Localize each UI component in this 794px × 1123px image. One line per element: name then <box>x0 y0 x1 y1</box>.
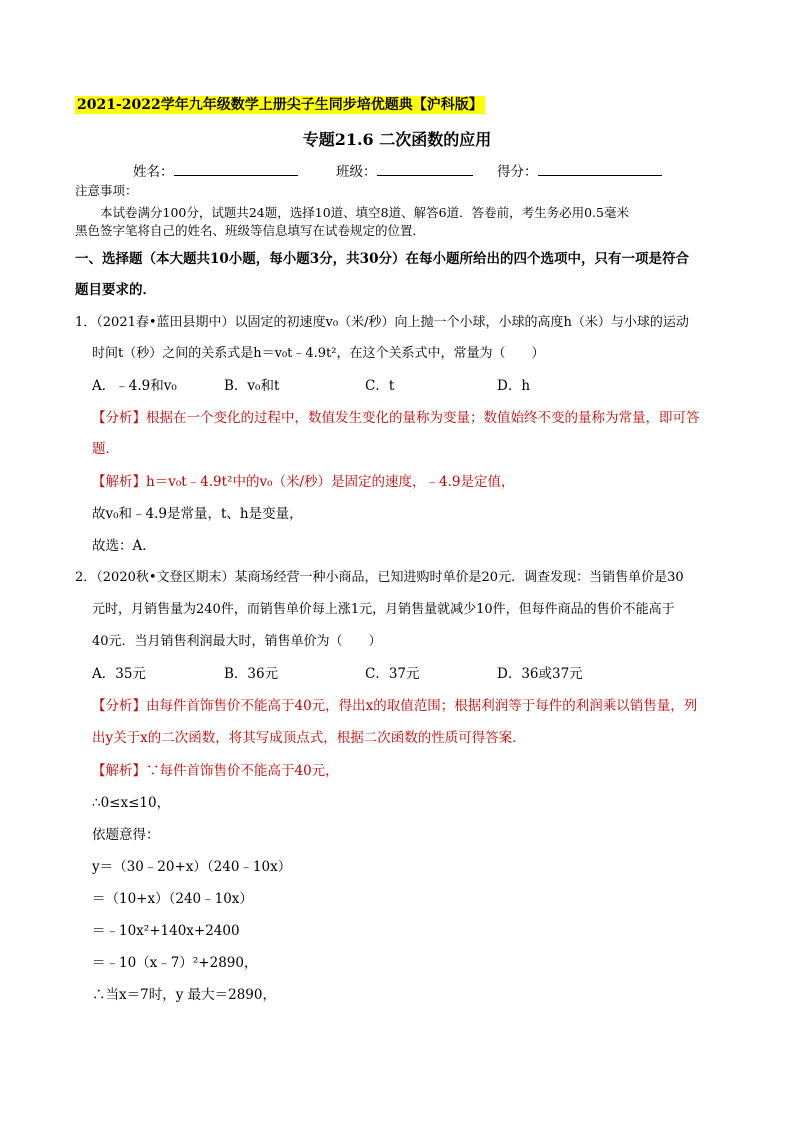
q2-step-6: ＝﹣10（x﹣7）²+2890， <box>92 955 258 971</box>
section-heading-line-2: 题目要求的． <box>75 282 156 298</box>
q1-solution-tag: 【解析】 <box>92 474 146 490</box>
q1-analysis-line-2: 题． <box>92 441 119 457</box>
q1-stem-line-1: 1．（2021春•蓝田县期中）以固定的初速度v₀（米/秒）向上抛一个小球，小球的高度h（米）与小球的运动 <box>75 315 689 330</box>
q1-solution-text: h＝v₀t﹣4.9t²中的v₀（米/秒）是固定的速度，﹣4.9是定值， <box>146 474 515 490</box>
name-label: 姓名： <box>133 164 174 180</box>
q1-solution-line-1 <box>92 473 515 491</box>
q2-stem-line-2: 元时，月销售量为240件，而销售单价每上涨1元，月销售量就减少10件，但每件商品的售价不能高于 <box>92 602 675 617</box>
q1-analysis-tag: 【分析】 <box>92 410 146 426</box>
q2-stem-line-1: 2．（2020秋•文登区期末）某商场经营一种小商品，已知进购时单价是20元．调查发现：当销售单价是30 <box>75 570 684 585</box>
q2-option-d[interactable]: D．36或37元 <box>497 666 583 682</box>
q2-analysis-text: 由每件首饰售价不能高于40元，得出x的取值范围；根据利润等于每件的利润乘以销售量，列 <box>146 698 698 714</box>
q2-analysis-line-2: 出y关于x的二次函数，将其写成顶点式，根据二次函数的性质可得答案． <box>92 730 526 746</box>
class-blank[interactable] <box>377 162 473 176</box>
score-label: 得分： <box>497 164 538 180</box>
series-banner: 2021-2022学年九年级数学上册尖子生同步培优题典【沪科版】 <box>77 97 483 113</box>
q2-option-a[interactable]: A．35元 <box>92 666 146 682</box>
q2-analysis-tag: 【分析】 <box>92 698 146 714</box>
q1-option-a[interactable]: A．﹣4.9和v₀ <box>92 378 177 394</box>
q1-analysis-text: 根据在一个变化的过程中，数值发生变化的量称为变量；数值始终不变的量称为常量，即可答 <box>146 410 700 426</box>
q1-stem-line-2: 时间t（秒）之间的关系式是h＝v₀t﹣4.9t²，在这个关系式中，常量为（ ） <box>92 346 545 361</box>
q1-answer: 故选：A． <box>92 538 156 554</box>
q1-option-c[interactable]: C．t <box>365 378 395 394</box>
q1-analysis-line-1 <box>92 409 700 427</box>
q2-analysis-line-1 <box>92 697 697 715</box>
class-label: 班级： <box>336 164 377 180</box>
score-blank[interactable] <box>538 162 662 176</box>
name-field[interactable] <box>133 162 298 181</box>
q2-step-1: ∴0≤x≤10， <box>92 795 171 811</box>
q1-option-b[interactable]: B．v₀和t <box>224 378 280 394</box>
q1-solution-line-2: 故v₀和﹣4.9是常量，t、h是变量， <box>92 506 303 522</box>
q2-solution-text: ∵每件首饰售价不能高于40元， <box>146 763 339 779</box>
notice-label: 注意事项： <box>75 183 138 198</box>
q2-option-b[interactable]: B．36元 <box>224 666 279 682</box>
notice-line-1: 本试卷满分100分，试题共24题，选择10道、填空8道、解答6道．答卷前，考生务必用0.5毫米 <box>100 205 629 220</box>
q2-option-c[interactable]: C．37元 <box>365 666 420 682</box>
name-blank[interactable] <box>174 162 298 176</box>
q2-step-3: y＝（30﹣20+x）（240﹣10x） <box>92 859 292 875</box>
q2-step-5: ＝﹣10x²+140x+2400 <box>92 923 240 939</box>
q1-option-d[interactable]: D．h <box>497 378 531 394</box>
q2-step-2: 依题意得： <box>92 827 160 843</box>
q2-solution-line-1 <box>92 762 339 780</box>
q2-stem-line-3: 40元．当月销售利润最大时，销售单价为（ ） <box>92 634 382 649</box>
notice-line-2: 黑色签字笔将自己的姓名、班级等信息填写在试卷规定的位置． <box>75 223 426 238</box>
q2-solution-tag: 【解析】 <box>92 763 146 779</box>
section-heading-line-1: 一、选择题（本大题共10小题，每小题3分，共30分）在每小题所给出的四个选项中，只有一项是符合 <box>75 251 689 267</box>
q2-step-7: ∴当x＝7时，y 最大＝2890， <box>92 987 276 1003</box>
class-field[interactable] <box>336 162 473 181</box>
q2-step-4: ＝（10+x）（240﹣10x） <box>92 891 253 907</box>
score-field[interactable] <box>497 162 662 181</box>
page-title: 专题21.6 二次函数的应用 <box>302 130 492 149</box>
